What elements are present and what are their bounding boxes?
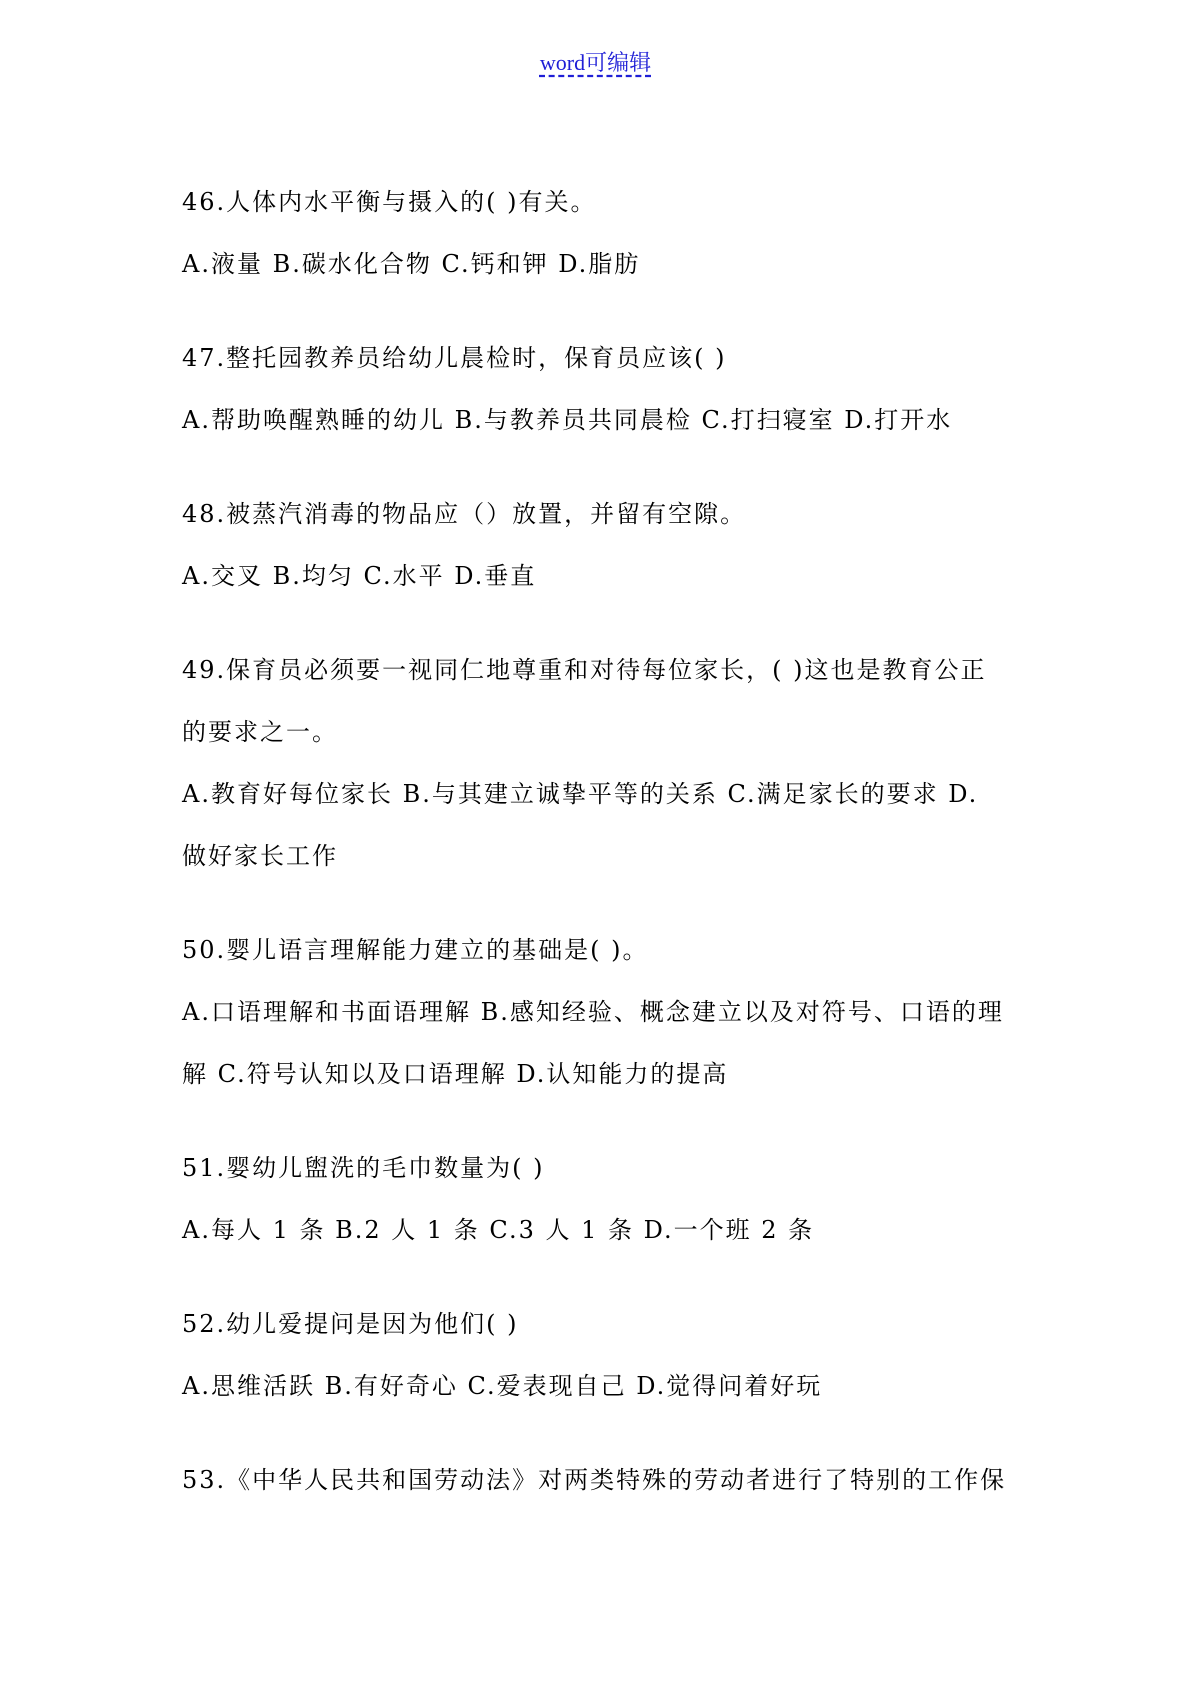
question-52-options: A.思维活跃 B.有好奇心 C.爱表现自己 D.觉得问着好玩 (182, 1372, 823, 1400)
question-46-options: A.液量 B.碳水化合物 C.钙和钾 D.脂肪 (182, 250, 641, 278)
question-53-stem: 53.《中华人民共和国劳动法》对两类特殊的劳动者进行了特别的工作保 (182, 1466, 1007, 1494)
question-48-stem: 48.被蒸汽消毒的物品应（）放置，并留有空隙。 (182, 500, 747, 528)
question-47-stem: 47.整托园教养员给幼儿晨检时，保育员应该( ) (182, 344, 727, 372)
question-49-options: A.教育好每位家长 B.与其建立诚挚平等的关系 C.满足家长的要求 D. (182, 780, 979, 808)
question-46-stem: 46.人体内水平衡与摄入的( )有关。 (182, 188, 597, 216)
question-50-options-cont: 解 C.符号认知以及口语理解 D.认知能力的提高 (182, 1060, 729, 1088)
question-50-options: A.口语理解和书面语理解 B.感知经验、概念建立以及对符号、口语的理 (182, 998, 1004, 1026)
question-49-stem: 49.保育员必须要一视同仁地尊重和对待每位家长，( )这也是教育公正 (182, 656, 987, 684)
question-48-options: A.交叉 B.均匀 C.水平 D.垂直 (182, 562, 537, 590)
question-49-stem-cont: 的要求之一。 (182, 718, 338, 746)
question-52-stem: 52.幼儿爱提问是因为他们( ) (182, 1310, 519, 1338)
question-51-stem: 51.婴幼儿盥洗的毛巾数量为( ) (182, 1154, 545, 1182)
question-49-options-cont: 做好家长工作 (182, 842, 338, 870)
question-50-stem: 50.婴儿语言理解能力建立的基础是( )。 (182, 936, 649, 964)
question-47-options: A.帮助唤醒熟睡的幼儿 B.与教养员共同晨检 C.打扫寝室 D.打开水 (182, 406, 953, 434)
question-51-options: A.每人 1 条 B.2 人 1 条 C.3 人 1 条 D.一个班 2 条 (182, 1216, 815, 1244)
header-link[interactable]: word可编辑 (539, 50, 652, 75)
